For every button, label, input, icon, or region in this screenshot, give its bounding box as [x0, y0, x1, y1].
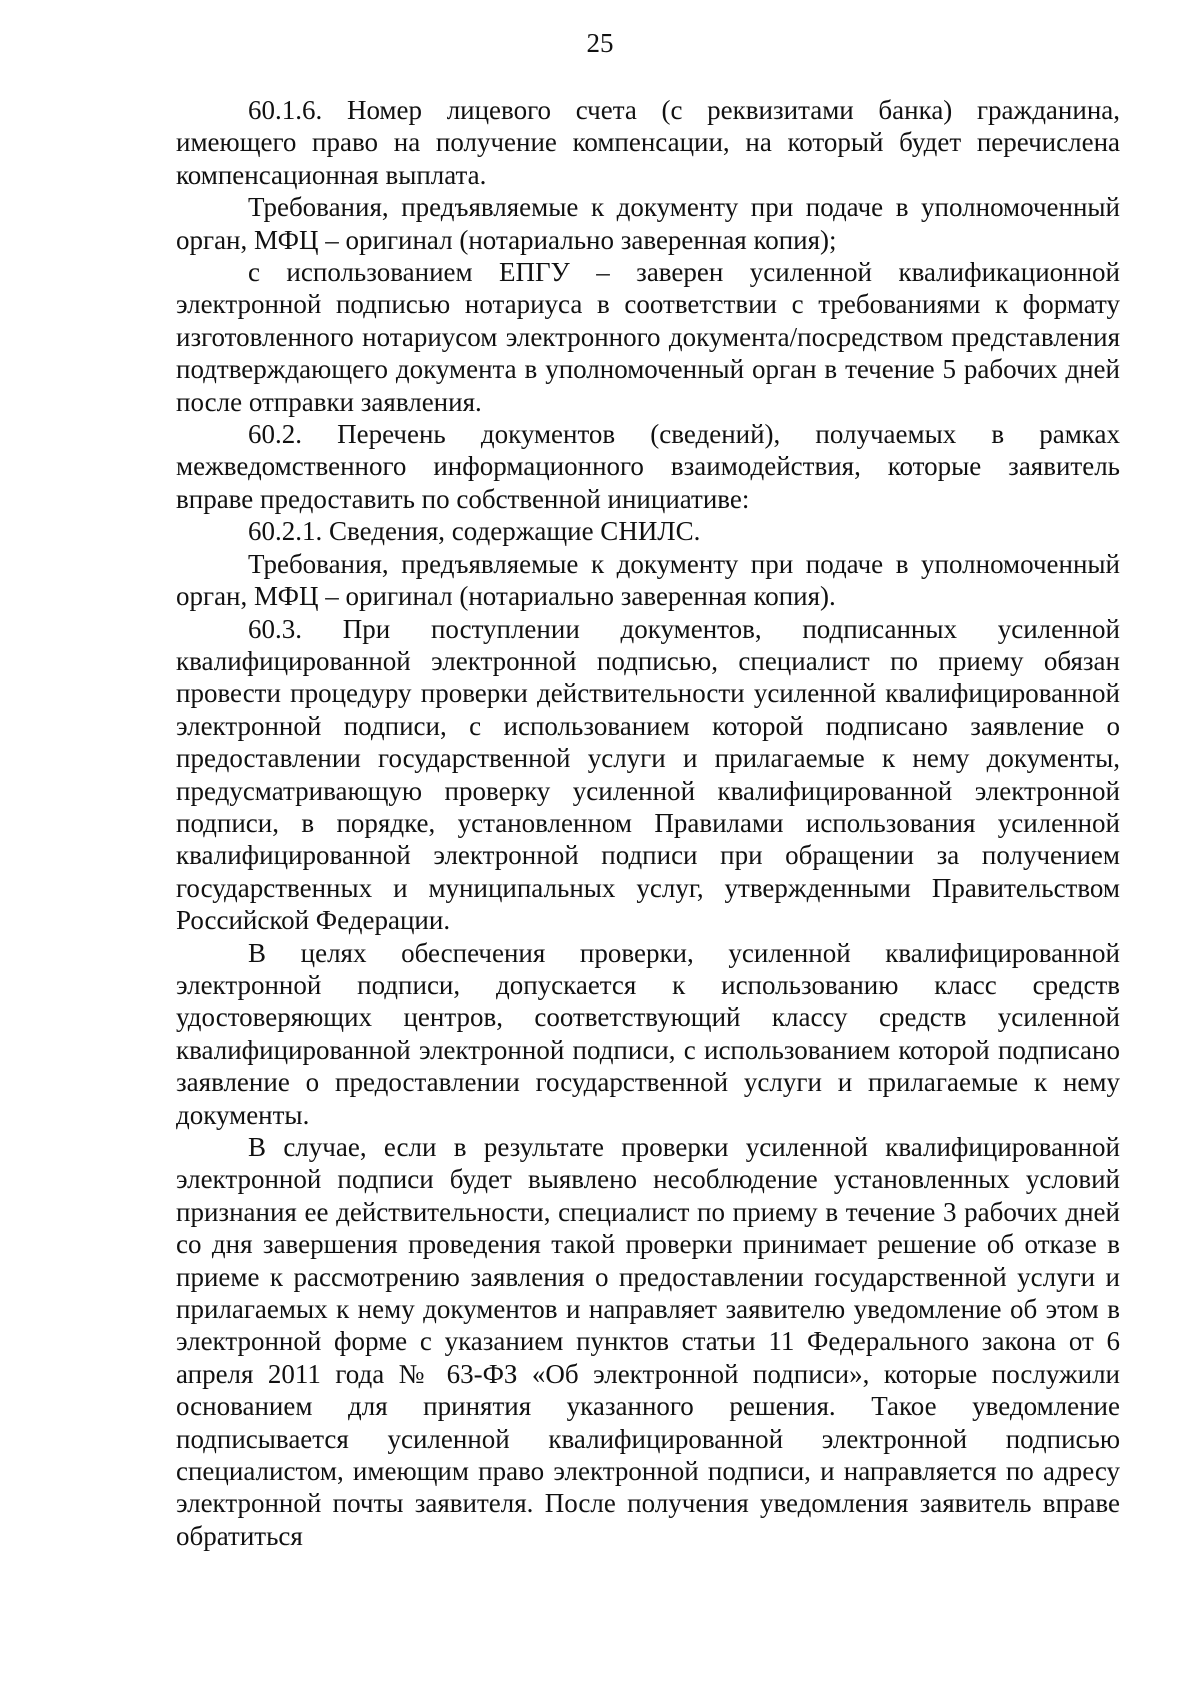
paragraph-60-2: 60.2. Перечень документов (сведений), получаемых в рамках межведомственного информационного взаимодействия, которые заявитель вправе предоставить по собственной инициативе:: [176, 419, 1120, 514]
paragraph-signature-check-means: В целях обеспечения проверки, усиленной квалифицированной электронной подписи, допускается к использованию класс средств удостоверяющих центров, соответствующий классу средств усиленной квалифицированной электронной подписи, с использованием которой подписано заявление о предоставлении государственной услуги и прилагаемые к нему документы.: [176, 937, 1120, 1130]
paragraph-epgu-requirements: с использованием ЕПГУ – заверен усиленной квалификационной электронной подписью нотариуса в соответствии с требованиями к формату изготовленного нотариусом электронного документа/посредством представления подтверждающего документа в уполномоченный орган в течение 5 рабочих дней после отправки заявления.: [176, 257, 1120, 417]
paragraph-60-2-1: 60.2.1. Сведения, содержащие СНИЛС.: [248, 516, 701, 547]
paragraph-requirements-original: Требования, предъявляемые к документу при подаче в уполномоченный орган, МФЦ – оригинал (нотариально заверенная копия);: [176, 192, 1120, 255]
document-body: [176, 94, 1120, 1552]
paragraph-signature-check-failure: В случае, если в результате проверки усиленной квалифицированной электронной подписи будет выявлено несоблюдение установленных условий признания ее действительности, специалист по приему в течение 3 рабочих дней со дня завершения проведения такой проверки принимает решение об отказе в приеме к рассмотрению заявления о предоставлении государственной услуги и прилагаемых к нему документов и направляет заявителю уведомление об этом в электронной форме с указанием пунктов статьи 11 Федерального закона от 6 апреля 2011 года № 63-ФЗ «Об электронной подписи», которые послужили основанием для принятия указанного решения. Такое уведомление подписывается усиленной квалифицированной электронной подписью специалистом, имеющим право электронной подписи, и направляется по адресу электронной почты заявителя. После получения уведомления заявитель вправе обратиться: [176, 1132, 1120, 1551]
paragraph-60-1-6: 60.1.6. Номер лицевого счета (с реквизитами банка) гражданина, имеющего право на получение компенсации, на который будет перечислена компенсационная выплата.: [176, 95, 1120, 190]
page-number: 25: [586, 28, 614, 58]
paragraph-60-3: 60.3. При поступлении документов, подписанных усиленной квалифицированной электронной подписью, специалист по приему обязан провести процедуру проверки действительности усиленной квалифицированной электронной подписи, с использованием которой подписано заявление о предоставлении государственной услуги и прилагаемые к нему документы, предусматривающую проверку усиленной квалифицированной электронной подписи, в порядке, установленном Правилами использования усиленной квалифицированной электронной подписи при обращении за получением государственных и муниципальных услуг, утвержденными Правительством Российской Федерации.: [176, 613, 1120, 936]
paragraph-requirements-snils: Требования, предъявляемые к документу при подаче в уполномоченный орган, МФЦ – оригинал (нотариально заверенная копия).: [176, 548, 1120, 612]
